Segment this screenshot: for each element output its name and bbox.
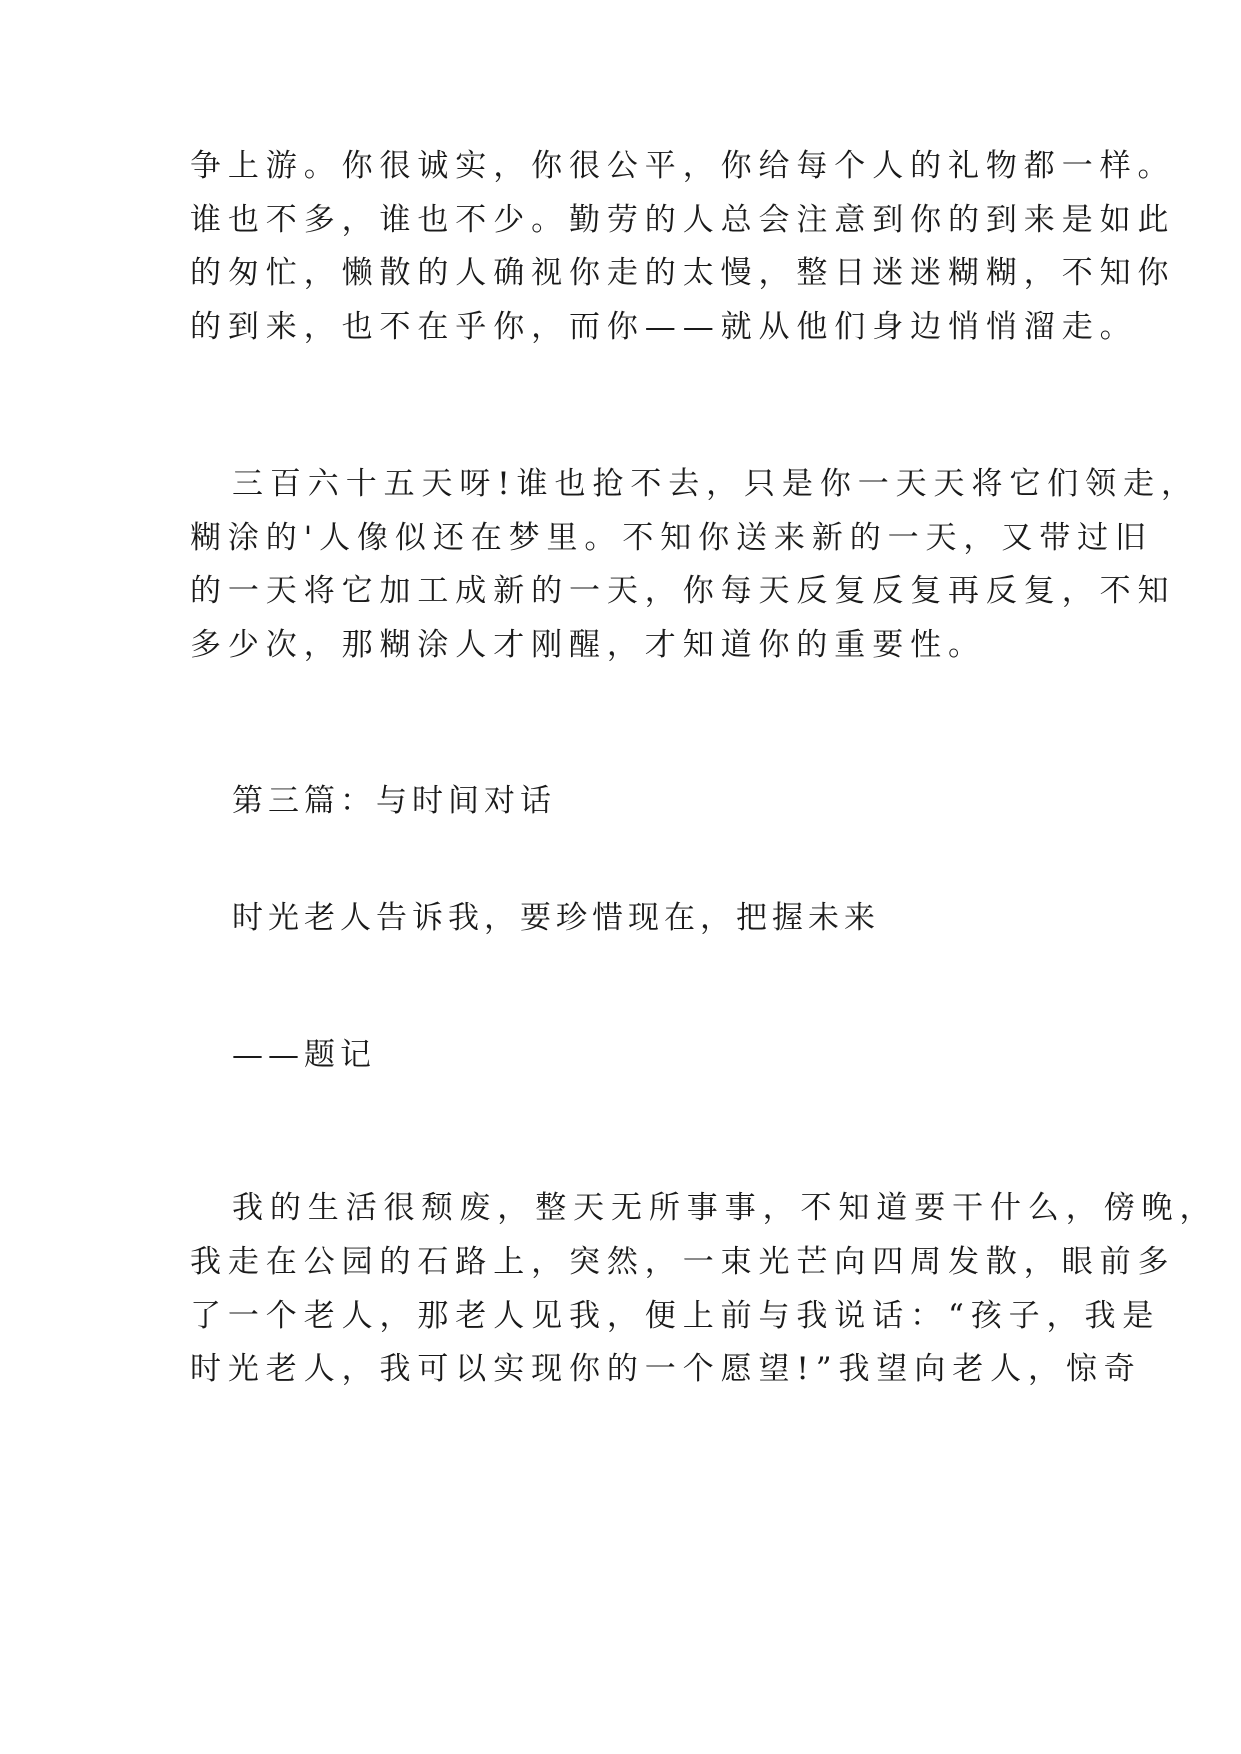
section-title: 第三篇：与时间对话 <box>232 783 556 819</box>
epigraph-attribution: ——题记 <box>232 1037 376 1073</box>
paragraph-3-line-2: 我走在公园的石路上，突然，一束光芒向四周发散，眼前多 <box>190 1244 1176 1280</box>
paragraph-1-line-4: 的到来，也不在乎你，而你——就从他们身边悄悄溜走。 <box>190 309 1138 345</box>
paragraph-2-line-2: 糊涂的'人像似还在梦里。不知你送来新的一天，又带过旧 <box>190 520 1153 556</box>
paragraph-2-line-3: 的一天将它加工成新的一天，你每天反复反复再反复，不知 <box>190 573 1176 609</box>
paragraph-1-line-3: 的匆忙，懒散的人确视你走的太慢，整日迷迷糊糊，不知你 <box>190 255 1176 291</box>
paragraph-3-line-4: 时光老人，我可以实现你的一个愿望!”我望向老人，惊奇 <box>190 1351 1142 1387</box>
paragraph-1-line-2: 谁也不多，谁也不少。勤劳的人总会注意到你的到来是如此 <box>190 202 1176 238</box>
paragraph-1-line-1: 争上游。你很诚实，你很公平，你给每个人的礼物都一样。 <box>190 148 1176 184</box>
paragraph-3-line-3: 了一个老人，那老人见我，便上前与我说话：“孩子，我是 <box>190 1298 1161 1334</box>
paragraph-2-line-1: 三百六十五天呀!谁也抢不去，只是你一天天将它们领走， <box>232 466 1199 502</box>
paragraph-3-line-1: 我的生活很颓废，整天无所事事，不知道要干什么，傍晚， <box>232 1190 1218 1226</box>
paragraph-2-line-4: 多少次，那糊涂人才刚醒，才知道你的重要性。 <box>190 627 986 663</box>
epigraph: 时光老人告诉我，要珍惜现在，把握未来 <box>232 900 880 936</box>
